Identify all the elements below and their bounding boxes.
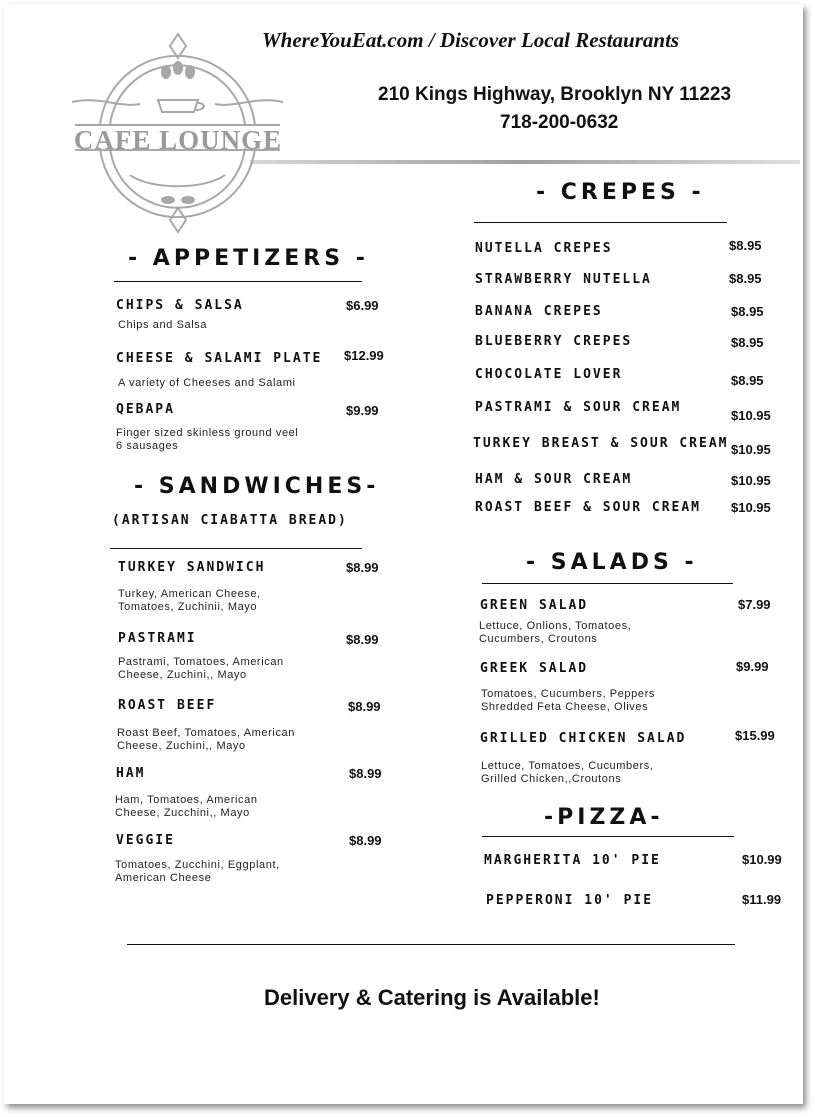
pizza-rule [482, 836, 734, 837]
menu-item-price: $10.95 [731, 442, 771, 457]
menu-item-name: BANANA CREPES [475, 304, 603, 319]
menu-item-price: $10.95 [731, 408, 771, 423]
menu-item-name: NUTELLA CREPES [475, 241, 613, 256]
menu-item-name: TURKEY SANDWICH [118, 560, 266, 575]
menu-item-name: ROAST BEEF [118, 698, 217, 713]
salads-heading: - SALADS - [526, 550, 698, 575]
appetizers-rule [114, 281, 362, 282]
menu-item-name: HAM [116, 766, 146, 781]
menu-item-description: Roast Beef, Tomatoes, American Cheese, Zuchini,, Mayo [117, 727, 295, 752]
menu-item-price: $10.95 [731, 500, 771, 515]
menu-item-price: $10.95 [731, 473, 771, 488]
menu-item-price: $8.95 [731, 304, 764, 319]
menu-item-price: $9.99 [346, 403, 379, 418]
crepes-rule [474, 222, 727, 223]
menu-item-name: HAM & SOUR CREAM [475, 472, 633, 487]
restaurant-address: 210 Kings Highway, Brooklyn NY 11223 [378, 84, 732, 105]
menu-item-price: $8.95 [729, 271, 762, 286]
menu-item-price: $8.95 [729, 238, 762, 253]
menu-item-name: GREEN SALAD [480, 598, 589, 613]
menu-item-description: A variety of Cheeses and Salami [118, 377, 296, 389]
scan-line [250, 160, 800, 164]
menu-item-description: Lettuce, Tomatoes, Cucumbers, Grilled Chicken,,Croutons [481, 760, 654, 785]
sandwiches-subtitle: (ARTISAN CIABATTA BREAD) [112, 513, 348, 528]
menu-item-name: CHOCOLATE LOVER [475, 367, 623, 382]
menu-item-price: $15.99 [735, 728, 775, 743]
menu-item-description: Tomatoes, Zucchini, Eggplant, American Cheese [115, 859, 280, 884]
menu-item-name: PEPPERONI 10' PIE [486, 893, 654, 908]
menu-item-price: $8.99 [349, 766, 382, 781]
menu-item-description: Chips and Salsa [118, 319, 208, 331]
menu-item-name: QEBAPA [116, 402, 175, 417]
menu-item-price: $8.99 [346, 632, 379, 647]
sandwiches-heading: - SANDWICHES- [134, 474, 380, 499]
menu-item-name: PASTRAMI [118, 631, 197, 646]
menu-item-name: VEGGIE [116, 833, 175, 848]
menu-item-price: $8.95 [731, 335, 764, 350]
menu-item-name: GRILLED CHICKEN SALAD [480, 731, 687, 746]
menu-item-description: Lettuce, Onlions, Tomatoes, Cucumbers, Croutons [479, 620, 632, 645]
crepes-heading: - CREPES - [536, 180, 705, 205]
logo-text: CAFE LOUNGE [73, 125, 283, 155]
menu-item-price: $8.95 [731, 373, 764, 388]
menu-item-description: Pastrami, Tomatoes, American Cheese, Zuchini,, Mayo [118, 656, 284, 681]
sandwiches-rule [110, 548, 362, 549]
menu-item-name: CHEESE & SALAMI PLATE [116, 351, 323, 366]
menu-item-name: STRAWBERRY NUTELLA [475, 272, 652, 287]
menu-item-description: Finger sized skinless ground veel 6 sausages [116, 427, 299, 452]
menu-item-name: GREEK SALAD [480, 661, 589, 676]
menu-item-name: BLUEBERRY CREPES [475, 334, 633, 349]
menu-item-name: CHIPS & SALSA [116, 298, 244, 313]
footer-rule [127, 944, 735, 945]
menu-item-description: Tomatoes, Cucumbers, Peppers Shredded Feta Cheese, Olives [481, 688, 655, 713]
pizza-heading: -PIZZA- [544, 805, 664, 830]
restaurant-phone: 718-200-0632 [500, 112, 619, 133]
menu-item-price: $8.99 [348, 699, 381, 714]
menu-item-price: $11.99 [742, 892, 782, 907]
menu-item-description: Turkey, American Cheese, Tomatoes, Zuchinii, Mayo [118, 588, 261, 613]
menu-item-price: $7.99 [738, 597, 771, 612]
menu-item-price: $8.99 [349, 833, 382, 848]
menu-item-price: $10.99 [742, 852, 782, 867]
delivery-notice: Delivery & Catering is Available! [264, 985, 600, 1010]
menu-item-name: MARGHERITA 10' PIE [484, 853, 661, 868]
menu-item-price: $6.99 [346, 298, 379, 313]
menu-item-price: $9.99 [736, 659, 769, 674]
appetizers-heading: - APPETIZERS - [128, 246, 369, 271]
menu-item-name: PASTRAMI & SOUR CREAM [475, 400, 682, 415]
salads-rule [482, 583, 733, 584]
menu-item-price: $12.99 [344, 348, 384, 363]
site-title: WhereYouEat.com / Discover Local Restaurants [262, 28, 680, 52]
menu-item-name: ROAST BEEF & SOUR CREAM [475, 500, 702, 515]
menu-item-name: TURKEY BREAST & SOUR CREAM [473, 436, 729, 451]
menu-item-price: $8.99 [346, 560, 379, 575]
menu-item-description: Ham, Tomatoes, American Cheese, Zucchini,, Mayo [115, 794, 258, 819]
